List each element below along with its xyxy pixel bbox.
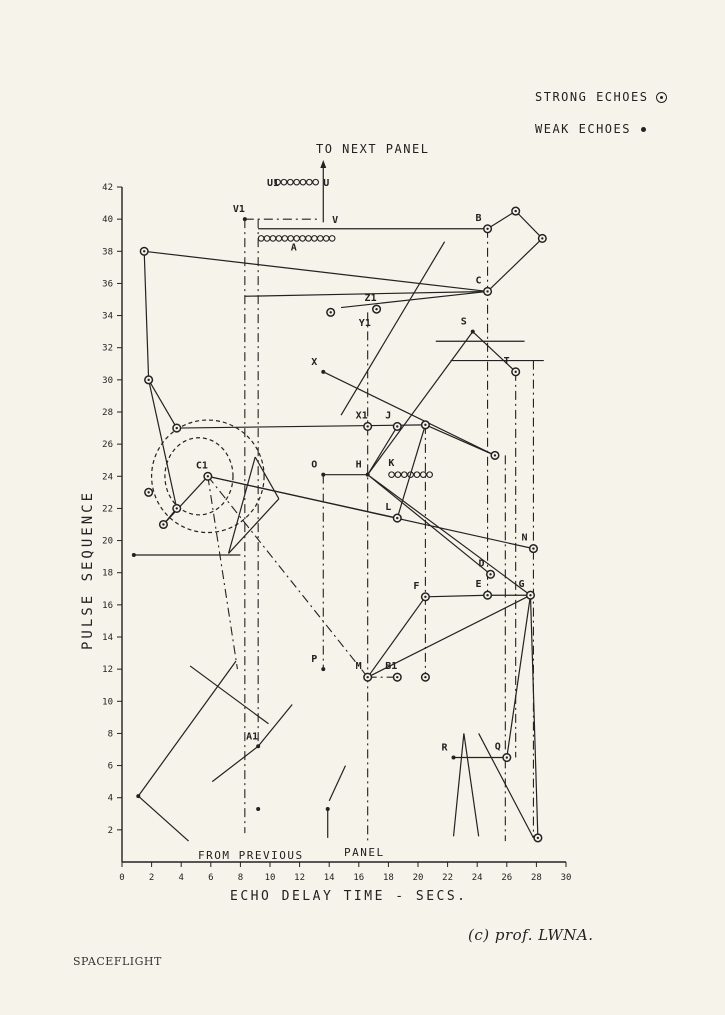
y-tick-label-24: 24 <box>102 472 113 483</box>
strong-echo-point-26 <box>422 673 430 681</box>
x-tick-label-2: 2 <box>148 873 155 883</box>
coil-loop <box>401 472 407 478</box>
y-tick-label-14: 14 <box>102 633 113 643</box>
strong-echo-point-10 <box>484 288 492 296</box>
coil-loop <box>276 236 282 242</box>
point-label-M: M <box>355 661 362 673</box>
strong-echo-dot <box>396 517 398 519</box>
echo-track-13 <box>516 211 543 238</box>
coil-loop <box>329 236 335 242</box>
x-tick-label-26: 26 <box>501 873 513 883</box>
strong-echo-dot <box>537 837 539 839</box>
label-U: U <box>323 178 330 190</box>
strong-echo-point-27 <box>503 754 511 762</box>
strong-echo-dot <box>147 379 149 381</box>
echo-track-4 <box>177 425 426 428</box>
y-tick-label-40: 40 <box>102 215 113 226</box>
weak-echo-point-1 <box>321 473 325 477</box>
strong-echo-dot <box>529 594 531 596</box>
strong-echo-point-11 <box>327 309 335 317</box>
y-tick-label-8: 8 <box>107 729 113 740</box>
strong-echo-point-9 <box>539 235 547 243</box>
y-axis-title: PULSE SEQUENCE <box>80 489 96 650</box>
strong-echo-dot <box>486 594 488 596</box>
strong-echo-point-12 <box>373 305 381 313</box>
coil-0 <box>258 236 335 242</box>
weak-echo-point-9 <box>326 807 330 811</box>
strong-echo-dot <box>514 210 516 212</box>
coil-loop <box>258 236 264 242</box>
echo-track-42 <box>479 733 534 837</box>
x-tick-label-0: 0 <box>119 873 125 883</box>
y-tick-label-38: 38 <box>102 247 113 258</box>
y-tick-label-32: 32 <box>102 343 113 354</box>
strong-echo-point-24 <box>364 673 372 681</box>
coil-loop <box>294 179 300 185</box>
y-tick-label-34: 34 <box>102 311 113 322</box>
strong-echo-point-23 <box>422 593 430 601</box>
point-label-N: N <box>521 532 528 544</box>
weak-echo-point-6 <box>256 744 260 748</box>
point-label-E: E <box>475 579 482 591</box>
legend-weak-echoes <box>535 122 646 136</box>
credit-signature: (c) prof. LWNA. <box>468 926 594 944</box>
point-label-V1: V1 <box>232 204 245 216</box>
y-tick-label-42: 42 <box>102 183 113 193</box>
strong-echo-dot <box>366 676 368 678</box>
coil-loop <box>264 236 270 242</box>
y-tick-label-2: 2 <box>107 825 113 836</box>
weak-echo-point-3 <box>321 667 325 671</box>
legend-weak-label: WEAK ECHOES <box>535 122 631 136</box>
echo-track-24 <box>425 595 487 597</box>
strong-echo-dot <box>176 427 178 429</box>
strong-echo-dot <box>486 290 488 292</box>
source-caption: SPACEFLIGHT <box>73 955 162 968</box>
coil-loop <box>312 236 318 242</box>
point-label-X1: X1 <box>355 410 368 422</box>
weak-echo-point-7 <box>452 756 456 760</box>
x-tick-label-10: 10 <box>264 873 276 883</box>
coil-loop <box>300 236 306 242</box>
x-tick-label-28: 28 <box>530 873 542 883</box>
strong-echo-dot <box>396 425 398 427</box>
y-tick-label-6: 6 <box>107 761 113 772</box>
echo-track-46 <box>255 457 279 499</box>
point-label-Q: Q <box>494 741 501 753</box>
y-tick-label-26: 26 <box>102 440 113 451</box>
point-label-B1: B1 <box>385 661 398 673</box>
echo-track-21 <box>368 475 491 575</box>
echo-track-17 <box>341 242 445 416</box>
strong-echo-dot <box>541 237 543 239</box>
y-tick-label-20: 20 <box>102 536 113 547</box>
x-tick-label-4: 4 <box>178 873 184 883</box>
echo-track-0 <box>144 251 487 291</box>
label-V: V <box>332 215 339 227</box>
strong-echo-dot <box>486 228 488 230</box>
strong-echo-point-15 <box>422 421 430 429</box>
chart-grid-layer <box>102 183 571 883</box>
label-U1: U1 <box>267 178 280 190</box>
point-label-D: D <box>478 558 485 570</box>
legend-strong-echoes <box>535 90 667 104</box>
strong-echo-point-20 <box>487 571 495 579</box>
coil-loop <box>395 472 401 478</box>
coil-1 <box>275 179 319 185</box>
strong-echo-dot <box>494 454 496 456</box>
strong-echo-point-14 <box>393 423 401 431</box>
echo-track-18 <box>368 332 473 475</box>
strong-echo-dot <box>506 756 508 758</box>
chart-points-layer <box>132 207 546 841</box>
strong-echo-point-16 <box>364 423 372 431</box>
coil-loop <box>323 236 329 242</box>
strong-echo-dot <box>207 475 209 477</box>
strong-echo-point-2 <box>173 424 181 432</box>
echo-track-3 <box>149 380 177 428</box>
echo-track-41 <box>464 733 479 836</box>
coil-loop <box>288 236 294 242</box>
strong-echo-point-7 <box>484 225 492 233</box>
y-tick-label-28: 28 <box>102 408 113 418</box>
echo-track-39 <box>454 733 464 836</box>
echo-track-35 <box>258 705 292 747</box>
point-label-T: T <box>503 355 510 367</box>
coil-loop <box>307 179 313 185</box>
point-label-L: L <box>385 502 392 514</box>
y-tick-label-36: 36 <box>102 279 113 290</box>
echo-track-16 <box>323 372 495 456</box>
strong-echo-point-19 <box>530 545 538 553</box>
strong-echo-dot <box>424 424 426 426</box>
strong-echo-dot <box>514 371 516 373</box>
annotation-from-previous: FROM PREVIOUS <box>198 849 304 862</box>
y-tick-label-4: 4 <box>107 793 113 804</box>
strong-echo-dot <box>147 491 149 493</box>
strong-echo-point-4 <box>145 489 153 497</box>
coil-loop <box>282 236 288 242</box>
x-tick-label-8: 8 <box>237 873 244 883</box>
strong-echo-icon <box>656 92 667 103</box>
point-label-A1: A1 <box>246 731 259 743</box>
echo-track-14 <box>488 238 543 291</box>
echo-track-1 <box>144 251 148 380</box>
coil-loop <box>420 472 426 478</box>
weak-echo-point-0 <box>243 217 247 221</box>
x-tick-label-18: 18 <box>382 873 394 883</box>
strong-echo-point-25 <box>393 673 401 681</box>
strong-echo-dot <box>366 425 368 427</box>
strong-echo-dot <box>424 676 426 678</box>
echo-track-33 <box>138 661 236 796</box>
echo-track-20 <box>368 475 531 596</box>
weak-echo-icon <box>641 127 646 132</box>
strong-echo-dot <box>489 573 491 575</box>
strong-echo-point-0 <box>140 247 148 255</box>
coil-loop <box>294 236 300 242</box>
strong-echo-dot <box>532 547 534 549</box>
strong-echo-point-6 <box>160 521 168 529</box>
point-label-X: X <box>311 356 318 368</box>
weak-echo-point-10 <box>136 794 140 798</box>
echo-track-32 <box>138 796 188 841</box>
point-label-Z1: Z1 <box>364 293 377 305</box>
point-label-O: O <box>311 459 318 471</box>
strong-echo-point-5 <box>173 505 181 513</box>
x-tick-label-30: 30 <box>560 873 572 883</box>
strong-echo-point-3 <box>204 472 212 480</box>
weak-echo-point-5 <box>471 330 475 334</box>
y-tick-label-10: 10 <box>102 697 113 708</box>
x-tick-label-14: 14 <box>323 873 335 883</box>
dashed-track-11 <box>208 476 238 669</box>
legend-strong-label: STRONG ECHOES <box>535 90 649 104</box>
point-label-F: F <box>413 580 420 592</box>
point-label-C: C <box>475 275 482 287</box>
point-label-C1: C1 <box>195 460 208 472</box>
echo-track-12 <box>488 211 516 229</box>
y-tick-label-18: 18 <box>102 568 113 579</box>
y-tick-label-12: 12 <box>102 665 113 676</box>
weak-echo-point-11 <box>132 553 136 557</box>
point-label-G: G <box>518 579 525 591</box>
label-Y1: Y1 <box>358 318 371 329</box>
point-label-J: J <box>385 410 392 422</box>
echo-track-36 <box>212 746 258 781</box>
strong-echo-dot <box>162 523 164 525</box>
x-axis-title: ECHO DELAY TIME - SECS. <box>230 889 468 904</box>
annotation-panel: PANEL <box>344 846 385 859</box>
y-tick-label-30: 30 <box>102 375 113 386</box>
weak-echo-point-8 <box>256 807 260 811</box>
x-tick-label-12: 12 <box>294 873 306 883</box>
coil-loop <box>389 472 395 478</box>
y-tick-label-16: 16 <box>102 600 113 611</box>
x-tick-label-6: 6 <box>208 873 214 883</box>
point-label-S: S <box>460 316 467 328</box>
arrow-up-icon <box>320 160 326 168</box>
chart-lines-layer <box>134 160 544 841</box>
point-label-B: B <box>475 212 482 224</box>
chart-labels-layer <box>196 178 528 753</box>
echo-track-34 <box>190 666 268 724</box>
strong-echo-dot <box>396 676 398 678</box>
annotation-to-next-panel: TO NEXT PANEL <box>316 142 430 156</box>
coil-loop <box>318 236 324 242</box>
echo-track-7 <box>163 476 207 524</box>
strong-echo-dot <box>176 507 178 509</box>
weak-echo-point-4 <box>321 370 325 374</box>
x-tick-label-20: 20 <box>412 873 424 883</box>
strong-echo-dot <box>329 311 331 313</box>
point-label-H: H <box>355 459 362 471</box>
coil-loop <box>270 236 276 242</box>
strong-echo-point-21 <box>527 591 535 599</box>
coil-loop <box>427 472 433 478</box>
coil-loop <box>313 179 319 185</box>
coil-loop <box>287 179 293 185</box>
strong-echo-point-17 <box>491 452 499 460</box>
echo-track-43 <box>507 595 531 757</box>
point-label-R: R <box>441 742 448 754</box>
y-tick-label-22: 22 <box>102 504 113 515</box>
label-K: K <box>388 457 395 469</box>
strong-echo-dot <box>375 308 377 310</box>
echo-track-37 <box>329 766 345 801</box>
coil-loop <box>281 179 287 185</box>
strong-echo-point-8 <box>512 207 520 215</box>
strong-echo-point-22 <box>484 591 492 599</box>
coil-loop <box>306 236 312 242</box>
label-A: A <box>290 242 297 254</box>
strong-echo-point-13 <box>512 368 520 376</box>
x-tick-label-22: 22 <box>442 873 454 883</box>
weak-echo-point-2 <box>366 473 370 477</box>
strong-echo-dot <box>143 250 145 252</box>
x-tick-label-16: 16 <box>353 873 365 883</box>
strong-echo-point-1 <box>145 376 153 384</box>
coil-loop <box>414 472 420 478</box>
coil-loop <box>300 179 306 185</box>
point-label-P: P <box>311 654 318 666</box>
strong-echo-point-28 <box>534 834 542 842</box>
x-tick-label-24: 24 <box>471 873 483 883</box>
strong-echo-dot <box>424 596 426 598</box>
strong-echo-point-18 <box>393 514 401 522</box>
echo-track-44 <box>530 595 537 838</box>
